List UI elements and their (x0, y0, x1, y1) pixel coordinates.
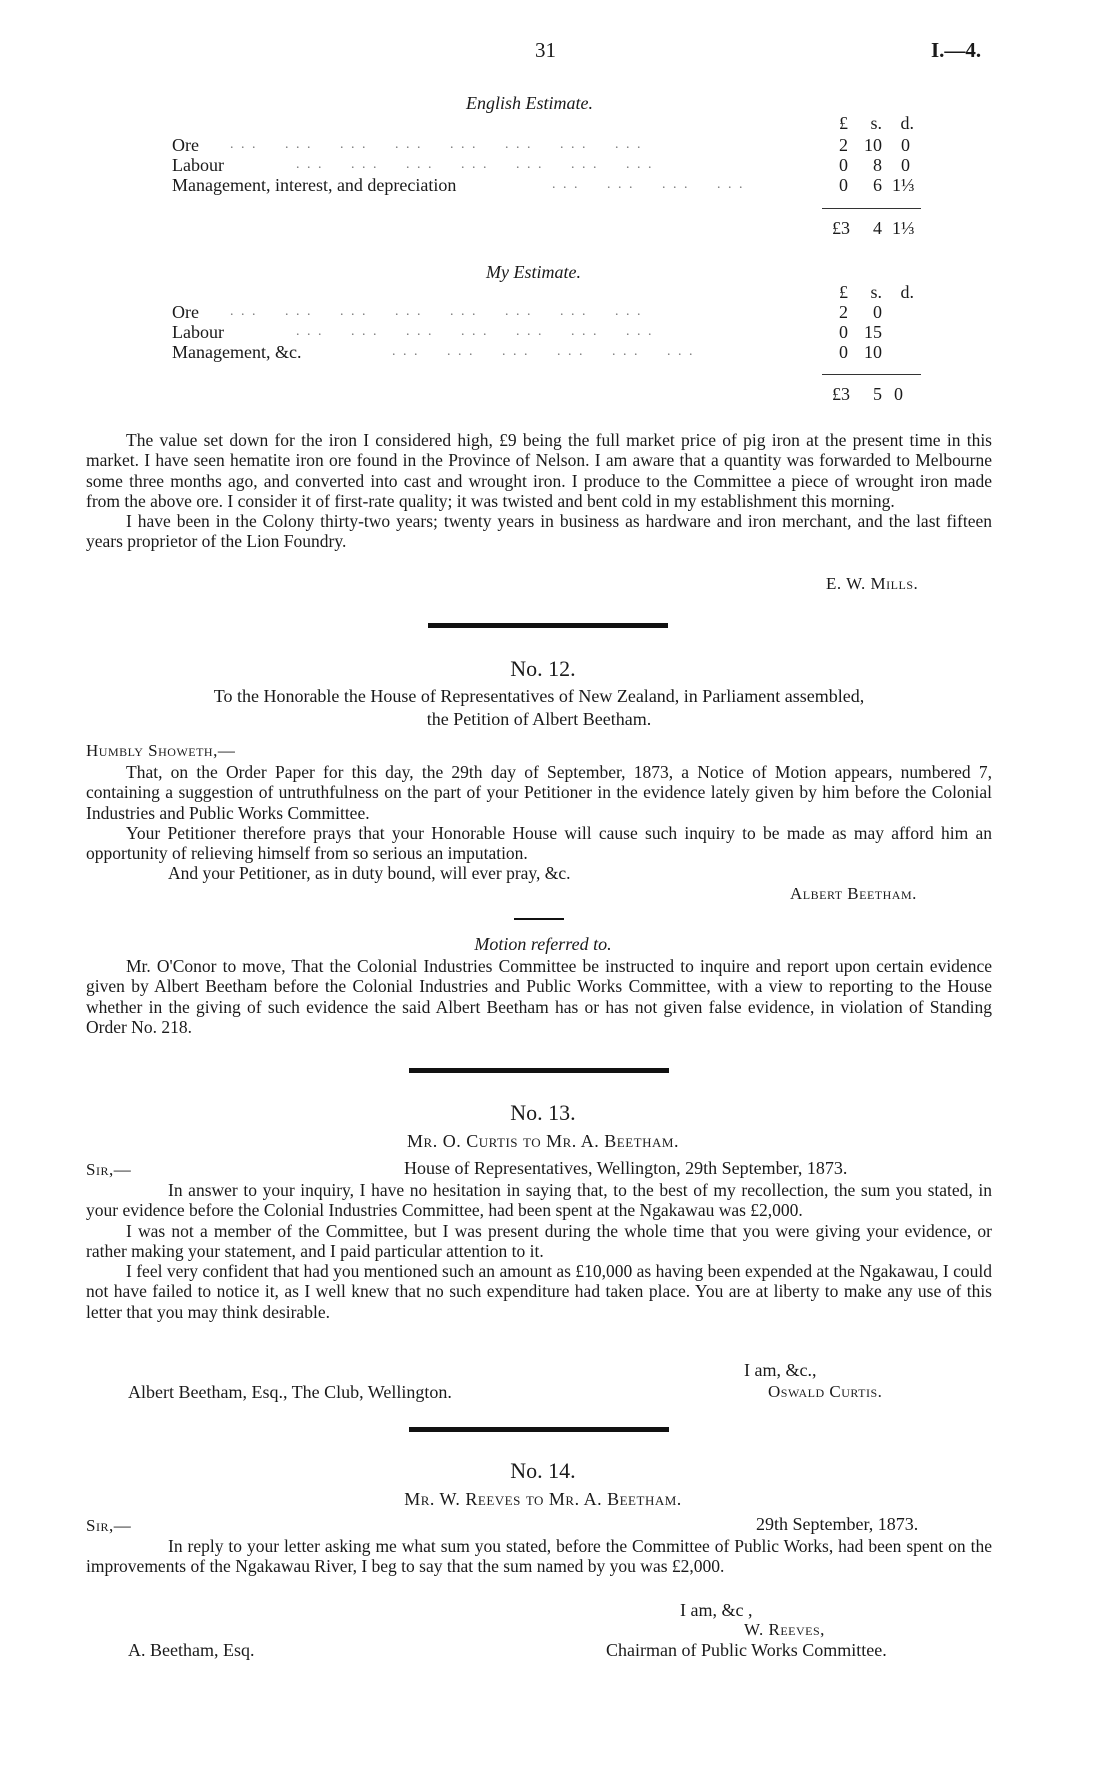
letter-paragraph: In answer to your inquiry, I have no hesitation in saying that, to the best of my recollection, the sum you stated, in your evidence before the Colonial Industries Committee, had been spent at the Ngakawau was £2,000. (86, 1180, 992, 1221)
pounds-value: 2 (839, 302, 848, 322)
statement-paragraph: I have been in the Colony thirty-two years; twenty years in business as hardware and iron merchant, and the last fifteen years proprietor of the Lion Foundry. (86, 511, 992, 552)
section-heading: No. 12. (510, 656, 576, 681)
estimate-row-label: Management, &c. (172, 342, 302, 362)
total-pounds: £3 (832, 384, 850, 404)
total-shillings: 5 (873, 384, 882, 404)
section-divider (409, 1427, 669, 1432)
total-shillings: 4 (873, 218, 882, 238)
motion-body (86, 956, 992, 1037)
place-date: House of Representatives, Wellington, 29th September, 1873. (404, 1158, 848, 1178)
salutation: Sir,— (86, 1516, 132, 1535)
sum-rule (822, 208, 921, 209)
shillings-value: 10 (864, 342, 882, 362)
section-heading: No. 13. (510, 1100, 576, 1125)
leader-dots: . . . . . . . . . . . . . . . . . . (392, 344, 695, 359)
closing: I am, &c., (744, 1360, 817, 1380)
letter-date: 29th September, 1873. (756, 1514, 919, 1534)
pounds-value: 2 (839, 135, 848, 155)
shillings-value: 15 (864, 322, 882, 342)
motion-text: Mr. O'Conor to move, That the Colonial Industries Committee be instructed to inquire and report upon certain evidence given by Albert Beetham before the Colonial Industries and Public Works Committee, with a view to reporting to the House whether in the giving of such evidence the said Albert Beetham has or has not given false evidence, in violation of Standing Order No. 218. (86, 956, 992, 1037)
letter-paragraph: In reply to your letter asking me what sum you stated, before the Committee of Public Works, had been spent on the improvements of the Ngakawau River, I beg to say that the sum named by you was £2,000. (86, 1536, 992, 1577)
section-divider (428, 623, 668, 628)
estimate-row-label: Management, interest, and depreciation (172, 175, 457, 195)
letter-subheading: Mr. W. Reeves to Mr. A. Beetham. (404, 1489, 682, 1509)
salutation: Sir,— (86, 1160, 132, 1179)
leader-dots: . . . . . . . . . . . . . . . . . . . . . (296, 324, 654, 339)
signature: E. W. Mills. (826, 574, 919, 593)
shillings-heading: s. (870, 113, 882, 133)
pence-value: 0 (901, 135, 910, 155)
closing: I am, &c , (680, 1600, 753, 1620)
letter-paragraph: I was not a member of the Committee, but I was present during the whole time that you were giving your evidence, or rather making your statement, and I paid particular attention to it. (86, 1220, 992, 1261)
pence-heading: d. (900, 113, 914, 133)
mills-statement (86, 430, 992, 552)
total-pence: 0 (894, 384, 903, 404)
pounds-value: 0 (839, 155, 848, 175)
document-reference: I.—4. (931, 38, 982, 62)
pounds-value: 0 (839, 175, 848, 195)
salutation: Humbly Showeth,— (86, 741, 236, 760)
total-pence: 1⅓ (892, 218, 915, 238)
sum-rule (822, 374, 921, 375)
shillings-value: 0 (873, 302, 882, 322)
signature: Albert Beetham. (790, 884, 917, 903)
letter-paragraph: I feel very confident that had you mentioned such an amount as £10,000 as having been expended at the Ngakawau, I could not have failed to notice it, as I well knew that no such expenditure had taken place. You are at liberty to make any use of this letter that you may think desirable. (86, 1261, 992, 1322)
addressee: A. Beetham, Esq. (128, 1640, 255, 1660)
section-divider (409, 1068, 669, 1073)
section-heading: No. 14. (510, 1458, 576, 1483)
total-pounds: £3 (832, 218, 850, 238)
estimate-row-label: Ore (172, 135, 199, 155)
pence-value: 0 (901, 155, 910, 175)
petition-address-line2: the Petition of Albert Beetham. (426, 709, 652, 729)
shillings-value: 6 (873, 175, 882, 195)
motion-title: Motion referred to. (474, 934, 612, 954)
shillings-heading: s. (870, 282, 882, 302)
estimate-row-label: Labour (172, 155, 224, 175)
short-divider (514, 918, 564, 920)
leader-dots: . . . . . . . . . . . . . . . . . . . . . . . . (230, 304, 643, 319)
addressee: Albert Beetham, Esq., The Club, Wellington. (128, 1382, 452, 1402)
letter-body (86, 1180, 992, 1322)
pounds-value: 0 (839, 342, 848, 362)
my-estimate-title: My Estimate. (486, 262, 581, 282)
petition-paragraph: And your Petitioner, as in duty bound, will ever pray, &c. (168, 863, 571, 884)
signature: Oswald Curtis. (768, 1382, 883, 1401)
estimate-row-label: Labour (172, 322, 224, 342)
shillings-value: 8 (873, 155, 882, 175)
petition-body (86, 762, 992, 884)
statement-paragraph: The value set down for the iron I considered high, £9 being the full market price of pig iron at the present time in this market. I have seen hematite iron ore found in the Province of Nelson. I am aware that a quantity was forwarded to Melbourne some three months ago, and converted into cast and wrought iron. I produce to the Committee a piece of wrought iron made from the above ore. I consider it of first-rate quality; it was twisted and bent cold in my establishment this morning. (86, 430, 992, 511)
english-estimate-title: English Estimate. (466, 93, 593, 113)
petition-address: To the Honorable the House of Representatives of New Zealand, in Parliament assembled, (213, 686, 865, 706)
estimate-row-label: Ore (172, 302, 199, 322)
leader-dots: . . . . . . . . . . . . . . . . . . . . . . . . (230, 137, 643, 152)
pounds-heading: £ (839, 282, 848, 302)
leader-dots: . . . . . . . . . . . . (552, 177, 745, 192)
shillings-value: 10 (864, 135, 882, 155)
letter-body (86, 1536, 992, 1577)
leader-dots: . . . . . . . . . . . . . . . . . . . . . (296, 157, 654, 172)
pence-heading: d. (900, 282, 914, 302)
pence-value: 1⅓ (892, 175, 915, 195)
letter-subheading: Mr. O. Curtis to Mr. A. Beetham. (407, 1131, 679, 1151)
signature: W. Reeves, (744, 1620, 825, 1639)
page-number: 31 (535, 38, 556, 62)
pounds-heading: £ (839, 113, 848, 133)
pounds-value: 0 (839, 322, 848, 342)
signature-title: Chairman of Public Works Committee. (606, 1640, 887, 1660)
petition-paragraph: That, on the Order Paper for this day, the 29th day of September, 1873, a Notice of Motion appears, numbered 7, containing a suggestion of untruthfulness on the part of your Petitioner in the evidence lately given by him before the Colonial Industries and Public Works Committee. (86, 762, 992, 823)
petition-paragraph: Your Petitioner therefore prays that your Honorable House will cause such inquiry to be made as may afford him an opportunity of relieving himself from so serious an imputation. (86, 822, 992, 864)
